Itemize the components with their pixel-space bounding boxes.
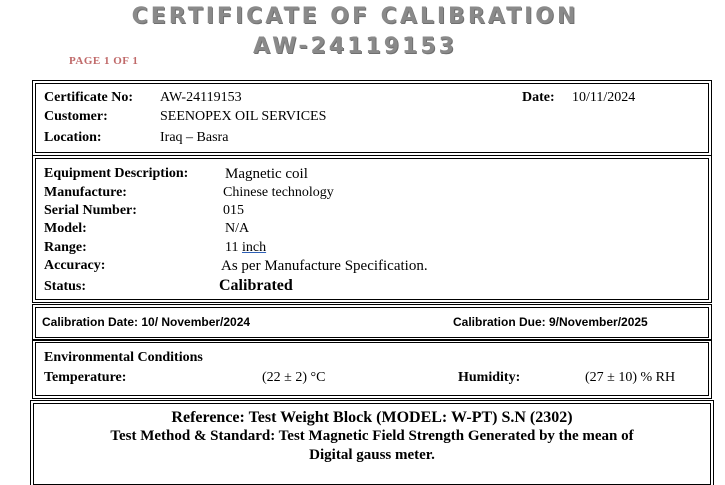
status-value: Calibrated [219, 277, 293, 294]
date-label: Date: [522, 90, 555, 105]
serial-value: 015 [223, 203, 244, 218]
range-label: Range: [44, 240, 87, 255]
model-value: N/A [225, 221, 250, 236]
range-unit: inch [241, 240, 267, 255]
humidity-label: Humidity: [458, 370, 521, 385]
equipment-desc-label: Equipment Description: [44, 166, 189, 181]
test-method-line: Test Method & Standard: Test Magnetic Field Strength Generated by the mean of [110, 428, 634, 444]
cert-no-value: AW-24119153 [160, 90, 242, 105]
environment-heading: Environmental Conditions [44, 350, 203, 365]
range-number: 11 [225, 240, 239, 255]
range-value [225, 240, 266, 256]
cert-no-label: Certificate No: [44, 90, 134, 105]
calibration-dates-box [35, 307, 709, 338]
accuracy-value: As per Manufacture Specification. [221, 258, 428, 274]
accuracy-label: Accuracy: [44, 258, 106, 273]
manufacture-value: Chinese technology [223, 185, 334, 200]
certificate-title: CERTIFICATE OF CALIBRATION [131, 4, 579, 29]
humidity-value: (27 ± 10) % RH [585, 370, 676, 385]
temperature-value: (22 ± 2) °C [262, 370, 326, 385]
location-label: Location: [44, 130, 102, 145]
location-value: Iraq – Basra [160, 130, 229, 145]
date-value: 10/11/2024 [572, 90, 636, 105]
equipment-desc-value: Magnetic coil [225, 166, 308, 182]
environment-box [35, 342, 709, 396]
certificate-info-box [35, 83, 709, 153]
reference-line: Reference: Test Weight Block (MODEL: W-PT) S.N (2302) [171, 409, 573, 426]
status-label: Status: [44, 279, 87, 294]
test-method-line-2: Digital gauss meter. [309, 447, 435, 463]
manufacture-label: Manufacture: [44, 185, 127, 200]
equipment-box [35, 158, 709, 300]
reference-box [33, 403, 711, 485]
customer-value: SEENOPEX OIL SERVICES [160, 109, 327, 124]
customer-label: Customer: [44, 109, 108, 124]
model-label: Model: [44, 221, 87, 236]
calibration-date: Calibration Date: 10/ November/2024 [42, 315, 251, 329]
serial-label: Serial Number: [44, 203, 137, 218]
calibration-due: Calibration Due: 9/November/2025 [453, 315, 648, 329]
page-indicator: PAGE 1 OF 1 [69, 55, 139, 67]
temperature-label: Temperature: [44, 370, 127, 385]
certificate-number-heading: AW-24119153 [253, 34, 457, 59]
